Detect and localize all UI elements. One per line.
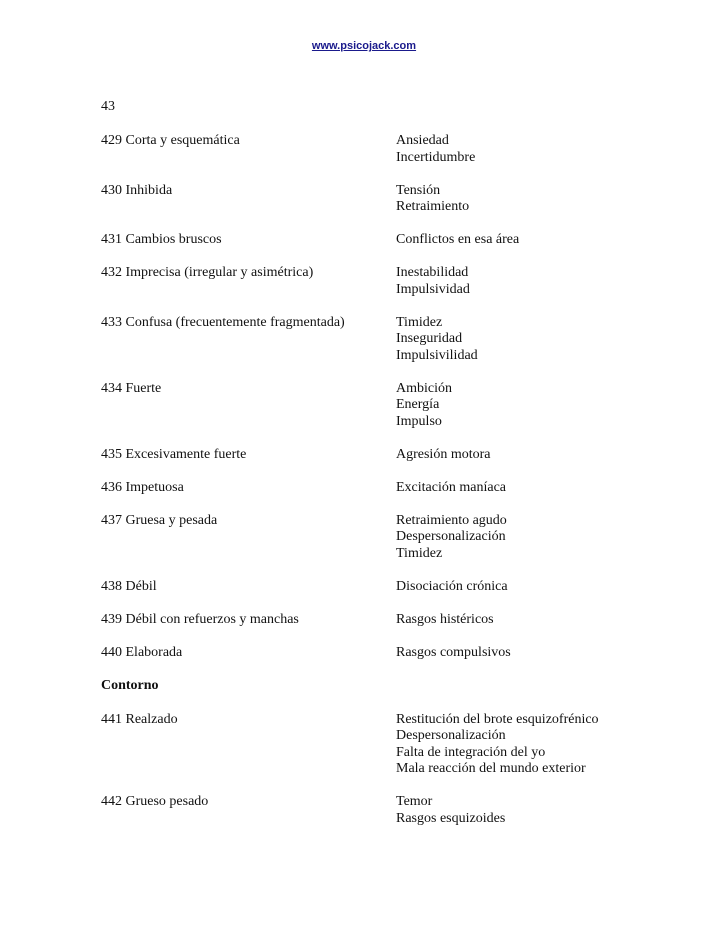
trait-list (396, 645, 661, 662)
page-number: 43 (101, 99, 115, 114)
trait-text: Energía (396, 397, 440, 412)
trait-list (396, 480, 661, 497)
trait-list (396, 315, 661, 365)
trait-text: Falta de integración del yo (396, 744, 546, 760)
trait-list (396, 133, 661, 166)
list-item (101, 447, 661, 464)
trait-text: Retraimiento agudo (396, 512, 507, 528)
trait-text: Despersonalización (396, 728, 506, 743)
list-item (101, 480, 661, 497)
trait-text: Rasgos histéricos (396, 611, 494, 627)
trait-text: Ambición (396, 380, 452, 396)
trait-text: Conflictos en esa área (396, 232, 520, 247)
trait-list (396, 265, 661, 298)
item-label: 435 Excesivamente fuerte (101, 446, 247, 462)
item-label: 431 Cambios bruscos (101, 232, 222, 247)
item-label: 432 Imprecisa (irregular y asimétrica) (101, 265, 314, 280)
trait-text: Rasgos compulsivos (396, 644, 511, 660)
header-link[interactable]: www.psicojack.com (311, 40, 417, 52)
trait-list (396, 183, 661, 216)
list-item (101, 645, 661, 662)
trait-list (396, 447, 661, 464)
trait-text: Impulsivilidad (396, 347, 478, 363)
list-item (101, 579, 661, 596)
item-label: 441 Realzado (101, 711, 178, 727)
list-item (101, 232, 661, 249)
list-item (101, 712, 661, 778)
item-label: 438 Débil (101, 578, 157, 594)
trait-list (396, 232, 661, 249)
rows-part2 (101, 712, 661, 828)
trait-list (396, 579, 661, 596)
item-label: 434 Fuerte (101, 380, 162, 396)
item-label: 433 Confusa (frecuentemente fragmentada) (101, 314, 345, 330)
trait-text: Temor (396, 794, 433, 809)
trait-list (396, 612, 661, 629)
rows-part1 (101, 133, 661, 661)
trait-text: Timidez (396, 545, 443, 561)
trait-list (396, 712, 661, 778)
item-label: 429 Corta y esquemática (101, 133, 240, 148)
item-label: 430 Inhibida (101, 182, 173, 198)
trait-text: Retraimiento (396, 199, 470, 214)
trait-text: Impulsividad (396, 281, 470, 297)
trait-text: Tensión (396, 182, 441, 198)
trait-text: Inestabilidad (396, 265, 469, 280)
list-item (101, 183, 661, 216)
trait-text: Impulso (396, 413, 442, 429)
item-label: 437 Gruesa y pesada (101, 512, 218, 528)
trait-text: Disociación crónica (396, 578, 508, 594)
list-item (101, 315, 661, 365)
trait-list (396, 381, 661, 431)
trait-text: Restitución del brote esquizofrénico (396, 711, 599, 727)
list-item (101, 513, 661, 563)
trait-text: Timidez (396, 314, 443, 330)
list-item (101, 133, 661, 166)
trait-text: Ansiedad (396, 133, 449, 148)
content-list (101, 133, 661, 844)
list-item (101, 612, 661, 629)
trait-text: Agresión motora (396, 446, 491, 462)
list-item (101, 381, 661, 431)
trait-list (396, 513, 661, 563)
trait-text: Inseguridad (396, 331, 463, 346)
list-item (101, 794, 661, 827)
trait-text: Mala reacción del mundo exterior (396, 761, 586, 776)
section-heading: Contorno (101, 678, 159, 693)
trait-text: Incertidumbre (396, 149, 476, 165)
item-label: 442 Grueso pesado (101, 794, 209, 809)
item-label: 436 Impetuosa (101, 479, 184, 495)
trait-list (396, 794, 661, 827)
item-label: 440 Elaborada (101, 644, 183, 660)
list-item (101, 265, 661, 298)
trait-text: Rasgos esquizoides (396, 810, 506, 826)
trait-text: Excitación maníaca (396, 479, 506, 495)
item-label: 439 Débil con refuerzos y manchas (101, 611, 299, 627)
trait-text: Despersonalización (396, 529, 506, 544)
